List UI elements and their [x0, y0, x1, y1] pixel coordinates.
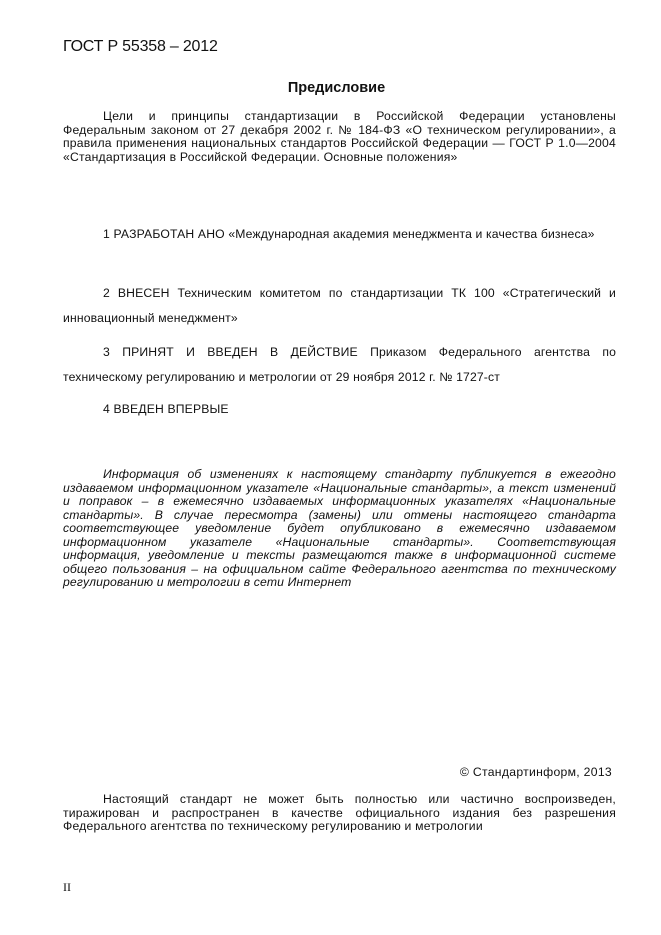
page-title: Предисловие	[287, 80, 386, 96]
list-item-introduced: 2 ВНЕСЕН Техническим комитетом по стандартизации ТК 100 «Стратегический и инновационный менеджмент»	[63, 286, 616, 325]
list-item-adopted: 3 ПРИНЯТ И ВВЕДЕН В ДЕЙСТВИЕ Приказом Федерального агентства по техническому регулированию и метрологии от 29 ноября 2012 г. № 1727-ст	[63, 345, 616, 384]
list-item-first-introduced: 4 ВВЕДЕН ВПЕРВЫЕ	[103, 402, 229, 416]
document-code: ГОСТ Р 55358 – 2012	[63, 38, 218, 55]
legal-notice: Настоящий стандарт не может быть полностью или частично воспроизведен, тиражирован и распространен в качестве официального издания без разрешения Федерального агентства по техническому регулированию и метрологии	[63, 792, 616, 833]
copyright-line: © Стандартинформ, 2013	[459, 765, 612, 779]
page-number: II	[63, 880, 71, 894]
changes-notice: Информация об изменениях к настоящему стандарту публикуется в ежегодно издаваемом информационном указателе «Национальные стандарты», а текст изменений и поправок – в ежемесячно издаваемых информационных указателях «Национальные стандарты». В случае пересмотра (замены) или отмены настоящего стандарта соответствующее уведомление будет опубликовано в ежемесячно издаваемом информационном указателе «Национальные стандарты». Соответствующая информация, уведомление и тексты размещаются также в информационной системе общего пользования – на официальном сайте Федерального агентства по техническому регулированию и метрологии в сети Интернет	[63, 467, 616, 589]
list-item-developed: 1 РАЗРАБОТАН АНО «Международная академия менеджмента и качества бизнеса»	[103, 227, 595, 241]
intro-paragraph: Цели и принципы стандартизации в Российской Федерации установлены Федеральным законом от 27 декабря 2002 г. № 184-ФЗ «О техническом регулировании», а правила применения национальных стандартов Российской Федерации — ГОСТ Р 1.0—2004 «Стандартизация в Российской Федерации. Основные положения»	[63, 109, 616, 164]
